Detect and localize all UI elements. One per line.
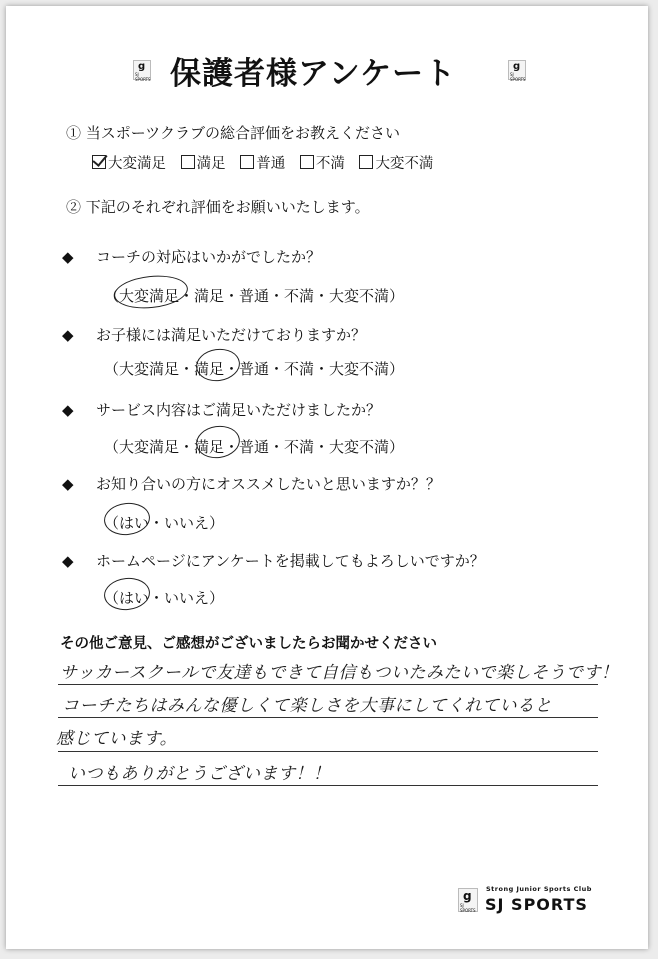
sub-answer-5[interactable]: （はい・いいえ） xyxy=(104,589,225,607)
logo-icon: g SJ SPORTS xyxy=(135,61,151,82)
sub-answer-2[interactable]: （大変満足・満足・普通・不満・大変不満） xyxy=(104,360,405,378)
diamond-bullet-icon: ◆ xyxy=(62,401,74,419)
option-dissatisfied[interactable]: 不満 xyxy=(300,156,345,172)
logo-icon: g SJ SPORTS xyxy=(510,61,526,82)
sub-question-4: ◆ お知り合いの方にオススメしたいと思いますか？？ xyxy=(62,475,441,493)
comment-line-3: 感じています。 xyxy=(56,729,178,749)
sub-answer-3[interactable]: （大変満足・満足・普通・不満・大変不満） xyxy=(104,438,405,456)
writing-line xyxy=(58,785,598,786)
sub-question-3: ◆ サービス内容はご満足いただけましたか？ xyxy=(62,401,382,419)
sub-answer-1[interactable]: （大変満足・満足・普通・不満・大変不満） xyxy=(104,287,405,305)
option-very-satisfied[interactable]: 大変満足 xyxy=(92,156,166,172)
diamond-bullet-icon: ◆ xyxy=(62,475,74,493)
diamond-bullet-icon: ◆ xyxy=(62,552,74,570)
writing-line xyxy=(58,751,598,752)
footer-brand: SJ SPORTS xyxy=(485,895,588,914)
writing-line xyxy=(58,684,598,685)
page-title: 保護者様アンケート xyxy=(170,56,457,92)
diamond-bullet-icon: ◆ xyxy=(62,326,74,344)
checkbox-checked-icon[interactable] xyxy=(92,155,106,169)
footer-logo-icon: g SJ SPORTS xyxy=(458,888,478,912)
writing-line xyxy=(58,717,598,718)
sub-answer-4[interactable]: （はい・いいえ） xyxy=(104,514,225,532)
checkbox-icon[interactable] xyxy=(181,155,195,169)
comment-line-4: いつもありがとうございます！！ xyxy=(68,764,331,784)
comment-line-1: サッカースクールで友達もできて自信もついたみたいで楽しそうです！ xyxy=(60,663,619,683)
comments-title: その他ご意見、ご感想がございましたらお聞かせください xyxy=(60,635,437,652)
checkbox-icon[interactable] xyxy=(240,155,254,169)
question-1-options xyxy=(92,152,443,173)
sub-question-1: ◆ コーチの対応はいかがでしたか？ xyxy=(62,248,322,266)
option-very-dissatisfied[interactable]: 大変不満 xyxy=(359,156,433,172)
question-1-title: ① 当スポーツクラブの総合評価をお教えください xyxy=(66,124,401,142)
footer-tagline: Strong Junior Sports Club xyxy=(486,885,592,893)
checkbox-icon[interactable] xyxy=(359,155,373,169)
option-neutral[interactable]: 普通 xyxy=(240,156,285,172)
sub-question-2: ◆ お子様には満足いただけておりますか？ xyxy=(62,326,367,344)
checkbox-icon[interactable] xyxy=(300,155,314,169)
question-2-title: ② 下記のそれぞれ評価をお願いいたします。 xyxy=(66,198,370,216)
diamond-bullet-icon: ◆ xyxy=(62,248,74,266)
option-satisfied[interactable]: 満足 xyxy=(181,156,226,172)
comment-line-2: コーチたちはみんな優しくて楽しさを大事にしてくれていると xyxy=(62,696,552,716)
sub-question-5: ◆ ホームページにアンケートを掲載してもよろしいですか？ xyxy=(62,552,485,570)
questionnaire-sheet xyxy=(6,6,648,949)
